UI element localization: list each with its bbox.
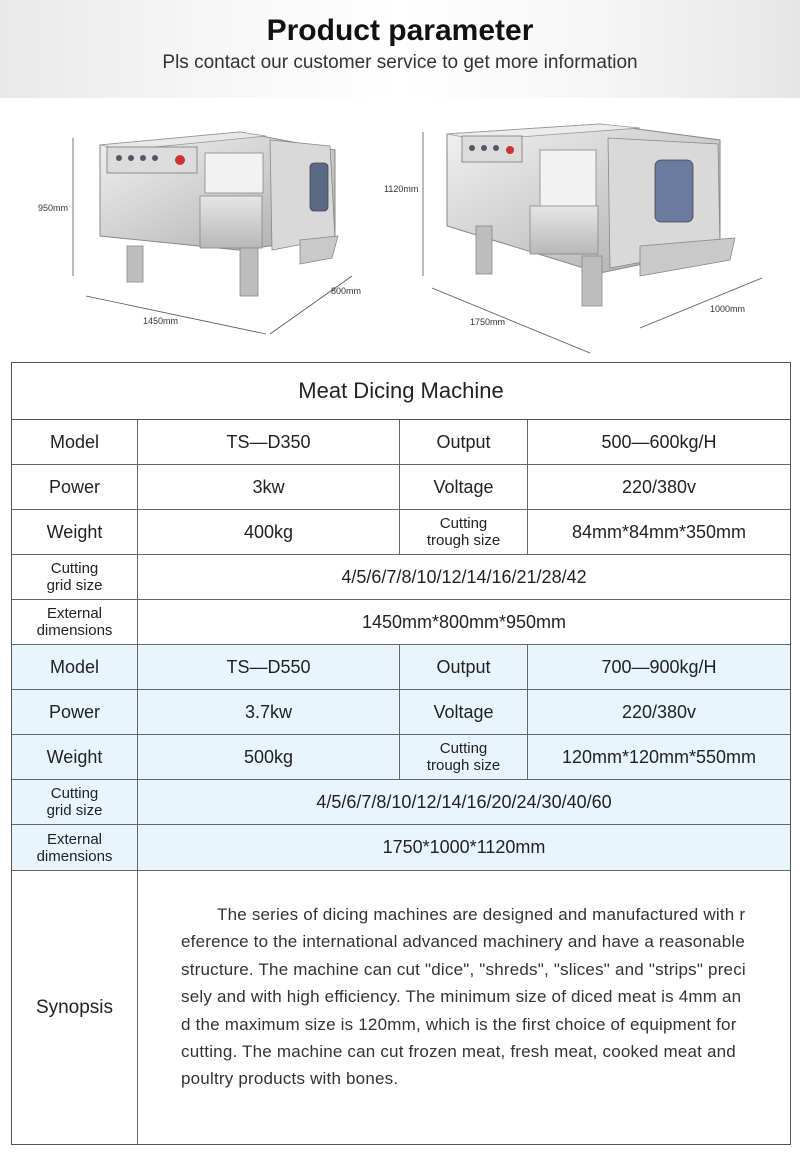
table-row [12, 690, 790, 735]
value-grid: 4/5/6/7/8/10/12/14/16/21/28/42 [341, 566, 587, 587]
machine-1-image [38, 132, 361, 334]
synopsis-label: Synopsis [12, 871, 138, 1144]
value-voltage: 220/380v [621, 701, 697, 722]
value-output: 700—900kg/H [601, 656, 717, 677]
value-voltage: 220/380v [621, 476, 697, 497]
value-trough: 84mm*84mm*350mm [571, 521, 747, 542]
label-grid: Cutting grid size [12, 780, 138, 824]
table-row [12, 420, 790, 465]
value-power: 3kw [138, 465, 400, 509]
header-banner [0, 0, 800, 98]
label-external: External dimensions [12, 600, 138, 644]
page-title: Product parameter [266, 14, 534, 47]
value-weight: 400kg [138, 510, 400, 554]
label-voltage: Voltage [400, 465, 528, 509]
label-model: Model [12, 420, 138, 464]
machine-1-height: 950mm [38, 203, 69, 213]
value-weight: 500kg [138, 735, 400, 779]
value-model: TS—D350 [138, 420, 400, 464]
table-row [12, 645, 790, 690]
table-row [12, 735, 790, 780]
table-row [12, 600, 790, 645]
label-output: Output [400, 420, 528, 464]
synopsis-text: The series of dicing machines are designed and manufactured with reference to the international advanced machinery and have a reasonable structure. The machine can cut "dice", "shreds", "slices" and "strips" precisely and with high efficiency. The minimum size of diced meat is 4mm and the maximum size is 120mm, which is the first choice of equipment for cutting. The machine can cut frozen meat, fresh meat, cooked meat and poultry products with bones. [181, 905, 746, 1089]
spec-table [11, 362, 791, 1145]
machine-2-length: 1750mm [470, 317, 506, 327]
machine-1-length: 1450mm [143, 316, 179, 326]
table-row [12, 555, 790, 600]
table-row [12, 510, 790, 555]
label-output: Output [400, 645, 528, 689]
label-external: External dimensions [12, 825, 138, 870]
label-power: Power [12, 690, 138, 734]
label-model: Model [12, 645, 138, 689]
label-power: Power [12, 465, 138, 509]
model-2-block [12, 645, 790, 871]
value-trough: 120mm*120mm*550mm [561, 746, 757, 767]
value-external: 1750*1000*1120mm [382, 837, 546, 857]
table-row [12, 780, 790, 825]
label-voltage: Voltage [400, 690, 528, 734]
value-model: TS—D550 [138, 645, 400, 689]
table-row [12, 465, 790, 510]
value-output: 500—600kg/H [601, 431, 717, 452]
label-weight: Weight [12, 510, 138, 554]
label-grid: Cutting grid size [12, 555, 138, 599]
value-external: 1450mm*800mm*950mm [361, 611, 567, 632]
machine-2-width: 1000mm [710, 304, 746, 314]
value-power: 3.7kw [138, 690, 400, 734]
machine-illustrations [0, 98, 800, 360]
synopsis-section [12, 871, 790, 1144]
label-trough: Cutting trough size [400, 735, 528, 779]
value-grid: 4/5/6/7/8/10/12/14/16/20/24/30/40/60 [316, 791, 612, 812]
machine-2-image [384, 124, 762, 353]
label-trough: Cutting trough size [400, 510, 528, 554]
table-title: Meat Dicing Machine [12, 363, 790, 420]
table-row [12, 825, 790, 871]
machine-2-height: 1120mm [384, 184, 419, 194]
machine-1-width: 800mm [331, 286, 362, 296]
page-subtitle: Pls contact our customer service to get more information [162, 52, 638, 73]
label-weight: Weight [12, 735, 138, 779]
